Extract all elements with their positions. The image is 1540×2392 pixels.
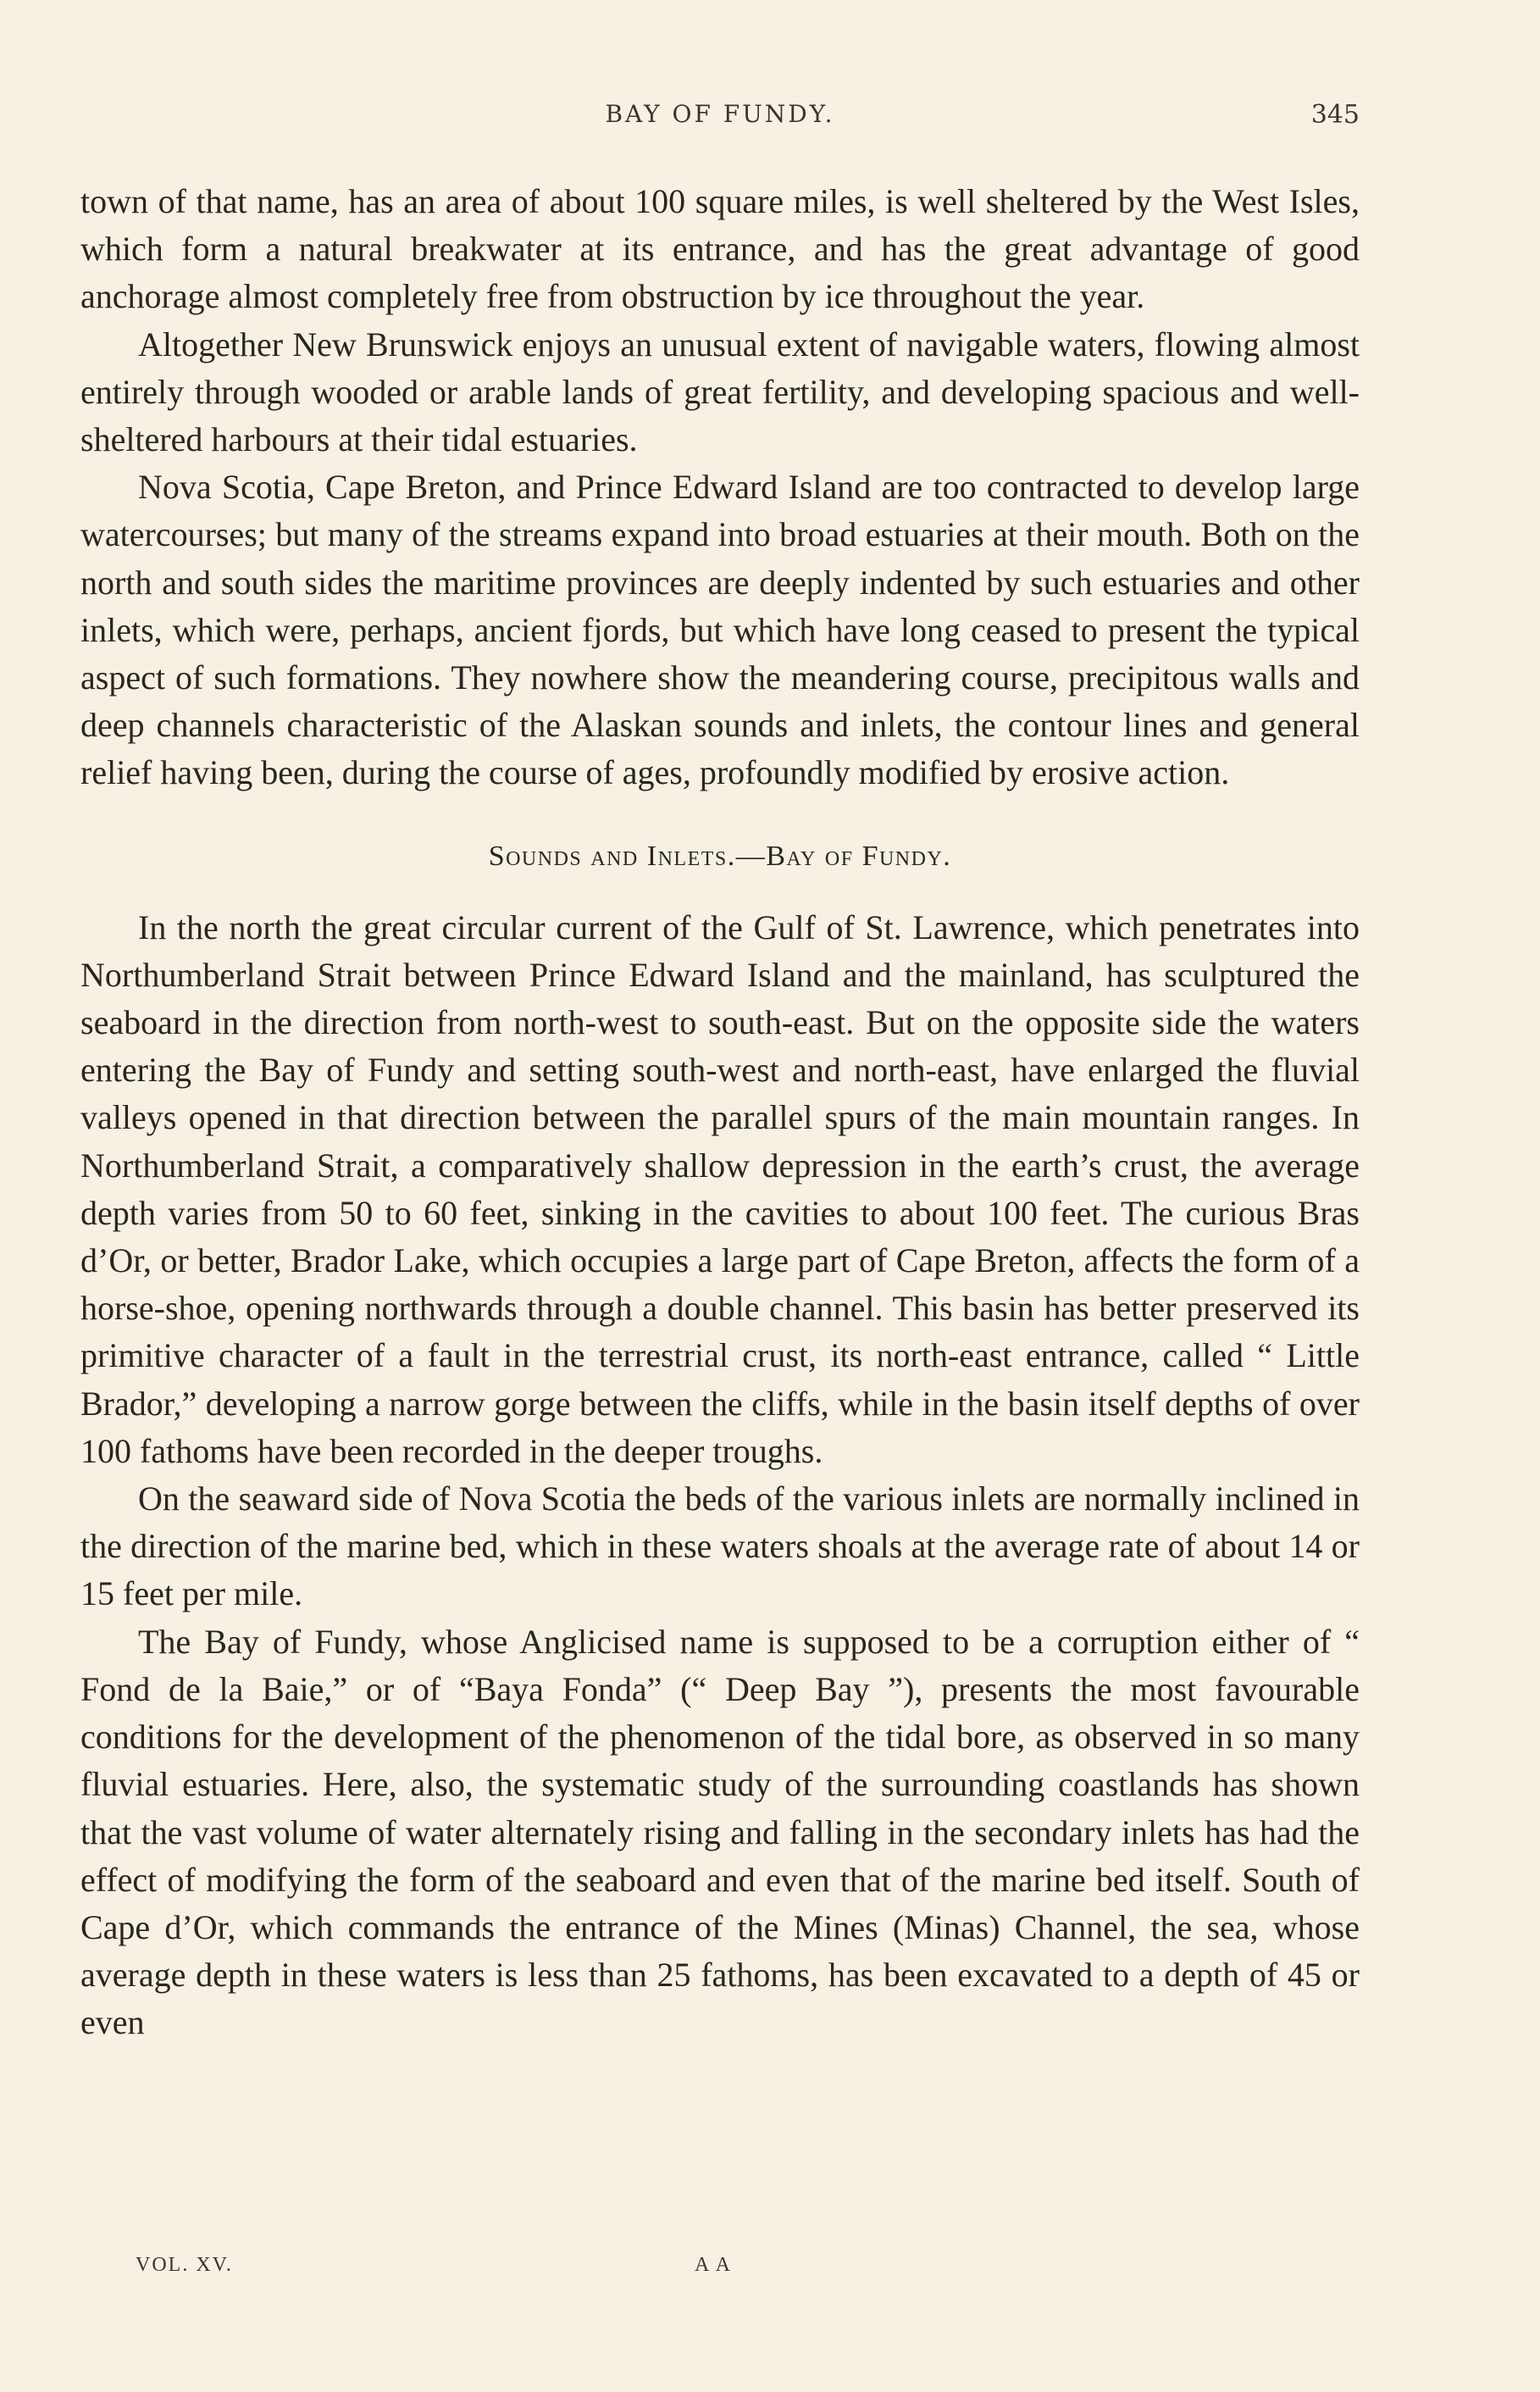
signature-mark: A A: [695, 2254, 733, 2276]
running-title: BAY OF FUNDY.: [605, 100, 835, 128]
page-number: 345: [1310, 100, 1360, 130]
paragraph: On the seaward side of Nova Scotia the beds of the various inlets are normally inclined in the direction of the marine bed, which in these waters shoals at the average rate of about 14 or 15 feet per mile.: [80, 1479, 1360, 1613]
paragraph: In the north the great circular current of the Gulf of St. Lawrence, which penetrates into Northumberland Strait between Prince Edward Island and the mainland, has sculptured the seaboard in the direction from north-west to south-east. But on the opposite side the waters entering the Bay of Fundy and setting south-west and north-east, have enlarged the fluvial valleys opened in that direction between the parallel spurs of the main mountain ranges. In Northumberland Strait, a comparatively shallow depression in the earth’s crust, the average depth varies from 50 to 60 feet, sinking in the cavities to about 100 feet. The curious Bras d’Or, or better, Brador Lake, which occupies a large part of Cape Breton, affects the form of a horse-shoe, opening northwards through a double channel. This basin has better preserved its primitive character of a fault in the terrestrial crust, its north-east entrance, called “ Little Brador,” developing a narrow gorge between the cliffs, while in the basin itself depths of over 100 fathoms have been recorded in the deeper troughs.: [80, 907, 1360, 1470]
section-heading: Sounds and Inlets.—Bay of Fundy.: [488, 840, 952, 872]
paragraph: The Bay of Fundy, whose Anglicised name is supposed to be a corruption either of “ Fond de la Baie,” or of “Baya Fonda” (“ Deep Bay ”), presents the most favourable conditions for the development of the phenomenon of the tidal bore, as observed in so many fluvial estuaries. Here, also, the systematic study of the surrounding coastlands has shown that the vast volume of water alternately rising and falling in the secondary inlets has had the effect of modifying the form of the seaboard and even that of the marine bed itself. South of Cape d’Or, which commands the entrance of the Mines (Minas) Channel, the sea, whose average depth in these waters is less than 25 fathoms, has been excavated to a depth of 45 or even: [80, 1622, 1360, 2042]
paragraphs-after: [80, 904, 1360, 2047]
paragraph: Nova Scotia, Cape Breton, and Prince Edward Island are too contracted to develop large watercourses; but many of the streams expand into broad estuaries at their mouth. Both on the north and south sides the maritime provinces are deeply indented by such estuaries and other inlets, which were, perhaps, ancient fjords, but which have long ceased to present the typical aspect of such formations. They nowhere show the meandering course, precipitous walls and deep channels characteristic of the Alaskan sounds and inlets, the contour lines and general relief having been, during the course of ages, profoundly modified by erosive action.: [80, 468, 1360, 792]
paragraph: town of that name, has an area of about 100 square miles, is well sheltered by the West Isles, which form a natural breakwater at its entrance, and has the great advantage of good anchorage almost completely free from obstruction by ice throughout the year.: [80, 182, 1360, 316]
body-text: [80, 178, 1360, 2047]
paragraph: Altogether New Brunswick enjoys an unusual extent of navigable waters, flowing almost entirely through wooded or arable lands of great fertility, and developing spacious and well-sheltered harbours at their tidal estuaries.: [80, 325, 1360, 459]
page-footer: [136, 2254, 1237, 2288]
paragraphs-before: [80, 178, 1360, 797]
volume-mark: VOL. XV.: [136, 2254, 233, 2276]
running-head: [80, 100, 1360, 142]
